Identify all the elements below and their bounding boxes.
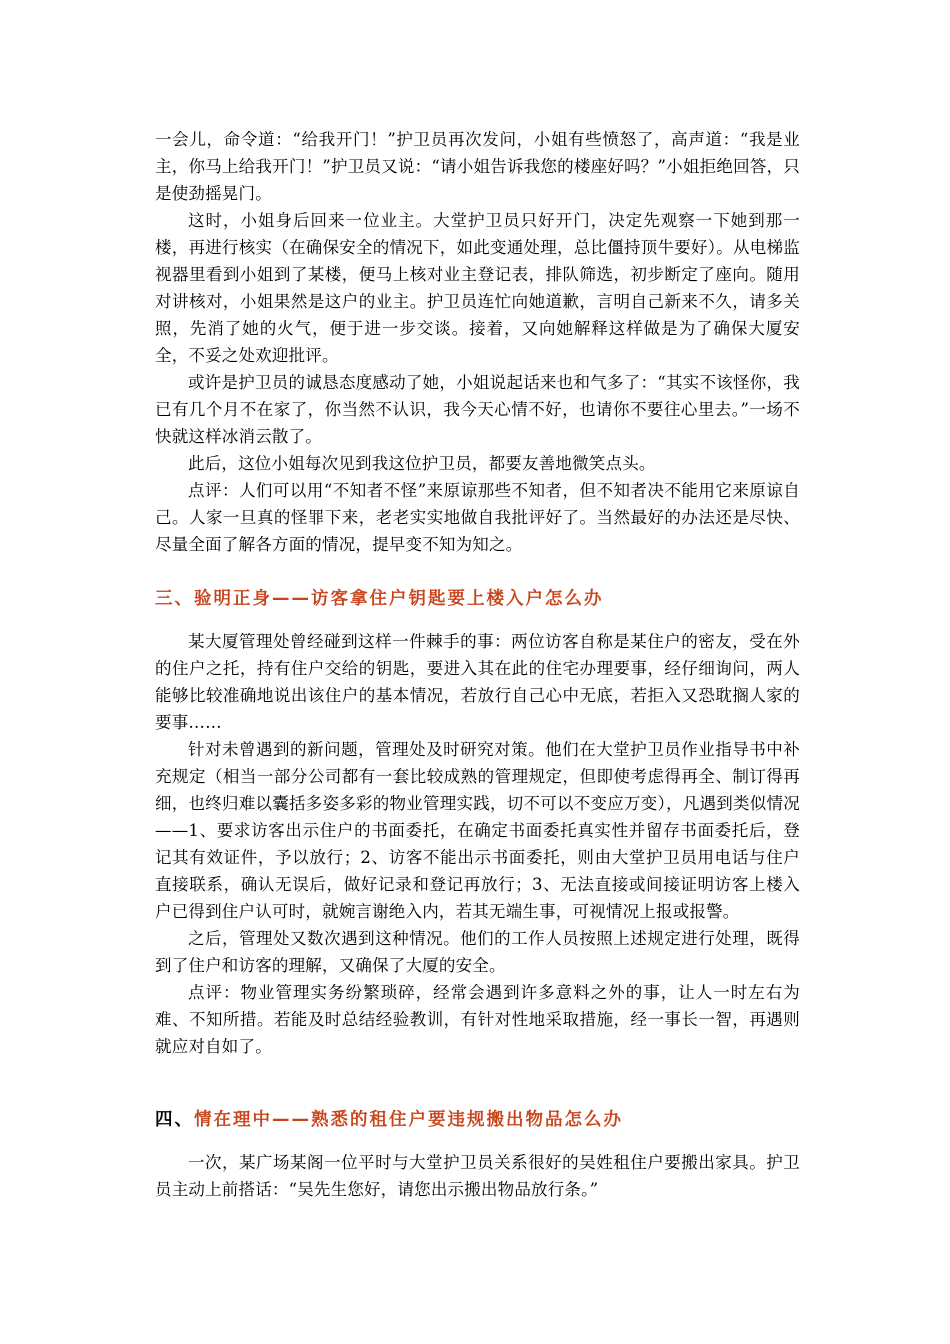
paragraph: 一会儿，命令道：“给我开门！”护卫员再次发问，小姐有些愤怒了，高声道：“我是业主，你马上给我开门！”护卫员又说：“请小姐告诉我您的楼座好吗？”小姐拒绝回答，只是使劲摇晃门。 <box>155 130 800 203</box>
section-heading-3: 三、验明正身——访客拿住户钥匙要上楼入户怎么办 <box>155 589 604 609</box>
paragraph: 此后，这位小姐每次见到我这位护卫员，都要友善地微笑点头。 <box>188 454 656 473</box>
paragraph: 一次，某广场某阁一位平时与大堂护卫员关系很好的吴姓租住户要搬出家具。护卫员主动上前搭话：“吴先生您好，请您出示搬出物品放行条。” <box>155 1153 800 1199</box>
paragraph: 或许是护卫员的诚恳态度感动了她，小姐说起话来也和气多了：“其实不该怪你，我已有几个月不在家了，你当然不认识，我今天心情不好，也请你不要往心里去。”一场不快就这样冰消云散了。 <box>155 373 800 446</box>
commentary-paragraph: 点评：人们可以用“不知者不怪”来原谅那些不知者，但不知者决不能用它来原谅自己。人家一旦真的怪罪下来，老老实实地做自我批评好了。当然最好的办法还是尽快、尽量全面了解各方面的情况，提早变不知为知之。 <box>155 481 800 554</box>
section-heading-4 <box>155 1105 800 1135</box>
paragraph: 这时，小姐身后回来一位业主。大堂护卫员只好开门，决定先观察一下她到那一楼，再进行核实（在确保安全的情况下，如此变通处理，总比僵持顶牛要好）。从电梯监视器里看到小姐到了某楼，便马上核对业主登记表，排队筛选，初步断定了座向。随用对讲核对，小姐果然是这户的业主。护卫员连忙向她道歉，言明自己新来不久，请多关照，先消了她的火气，便于进一步交谈。接着，又向她解释这样做是为了确保大厦安全，不妥之处欢迎批评。 <box>155 211 800 365</box>
document-page <box>155 126 800 1203</box>
paragraph: 之后，管理处又数次遇到这种情况。他们的工作人员按照上述规定进行处理，既得到了住户和访客的理解，又确保了大厦的安全。 <box>155 929 800 975</box>
paragraph: 某大厦管理处曾经碰到这样一件棘手的事：两位访客自称是某住户的密友，受在外的住户之托，持有住户交给的钥匙，要进入其在此的住宅办理要事，经仔细询问，两人能够比较准确地说出该住户的基本情况，若放行自己心中无底，若拒入又恐耽搁人家的要事…… <box>155 632 800 732</box>
section-heading-4-title: 情在理中——熟悉的租住户要违规搬出物品怎么办 <box>194 1110 623 1130</box>
section-heading-4-prefix: 四、 <box>155 1110 194 1130</box>
paragraph: 针对未曾遇到的新问题，管理处及时研究对策。他们在大堂护卫员作业指导书中补充规定（相当一部分公司都有一套比较成熟的管理规定，但即使考虑得再全、制订得再细，也终归难以囊括多姿多彩的物业管理实践，切不可以不变应万变），凡遇到类似情况——1、要求访客出示住户的书面委托，在确定书面委托真实性并留存书面委托后，登记其有效证件，予以放行；2、访客不能出示书面委托，则由大堂护卫员用电话与住户直接联系，确认无误后，做好记录和登记再放行；3、无法直接或间接证明访客上楼入户已得到住户认可时，就婉言谢绝入内，若其无端生事，可视情况上报或报警。 <box>155 740 800 921</box>
commentary-paragraph: 点评：物业管理实务纷繁琐碎，经常会遇到许多意料之外的事，让人一时左右为难、不知所措。若能及时总结经验教训，有针对性地采取措施，经一事长一智，再遇则就应对自如了。 <box>155 983 800 1056</box>
